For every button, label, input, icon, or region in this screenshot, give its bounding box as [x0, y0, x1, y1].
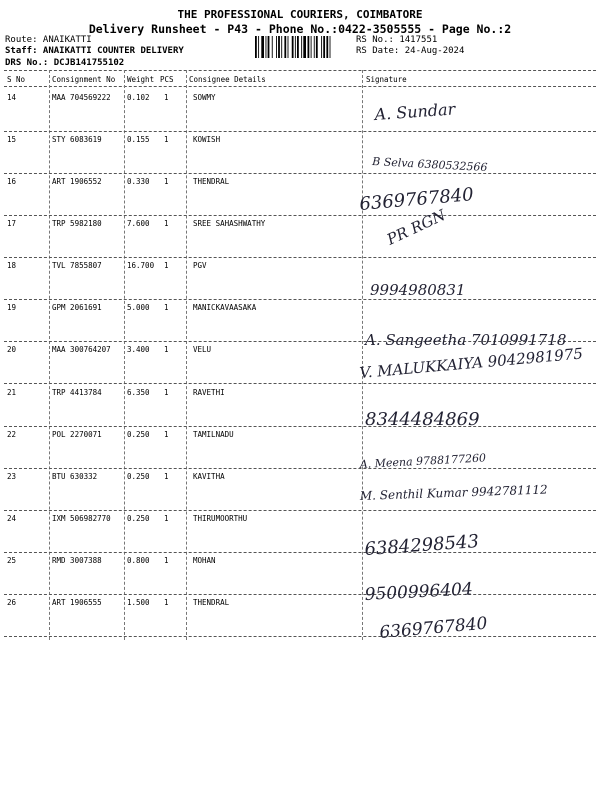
- cell-consignee: MOHAN: [193, 556, 216, 565]
- cell-weight: 0.330: [127, 177, 150, 186]
- cell-sno: 15: [7, 135, 17, 144]
- cell-pcs: 1: [164, 135, 169, 144]
- col-header-consignee: Consignee Details: [189, 75, 266, 84]
- cell-consignee: MANICKAVAASAKA: [193, 303, 257, 312]
- col-header-weight: Weight: [127, 75, 155, 84]
- cell-sno: 26: [7, 598, 17, 607]
- cell-pcs: 1: [164, 430, 169, 439]
- rs-date: RS Date: 24-Aug-2024: [356, 46, 465, 56]
- handwritten-signature: 9994980831: [370, 281, 466, 299]
- handwritten-signature: M. Senthil Kumar 9942781112: [359, 482, 548, 503]
- cell-pcs: 1: [164, 345, 169, 354]
- handwritten-signature: 9500996404: [364, 579, 474, 605]
- cell-consignee: RAVETHI: [193, 388, 225, 397]
- cell-pcs: 1: [164, 261, 169, 270]
- cell-weight: 0.102: [127, 93, 150, 102]
- cell-pcs: 1: [164, 303, 169, 312]
- cell-pcs: 1: [164, 93, 169, 102]
- handwritten-signature: A. Meena 9788177260: [359, 451, 487, 471]
- cell-consignment: POL 2270071: [52, 430, 102, 439]
- handwritten-signature: A. Sundar: [373, 99, 456, 124]
- handwritten-signature: 8344484869: [365, 409, 480, 430]
- cell-sno: 24: [7, 514, 17, 523]
- cell-weight: 0.250: [127, 430, 150, 439]
- rs-number: RS No.: 1417551: [356, 35, 438, 45]
- cell-sno: 18: [7, 261, 17, 270]
- cell-sno: 16: [7, 177, 17, 186]
- cell-weight: 5.000: [127, 303, 150, 312]
- cell-consignee: THENDRAL: [193, 598, 230, 607]
- staff-label: Staff: ANAIKATTI COUNTER DELIVERY: [5, 46, 184, 56]
- handwritten-signature: A. Sangeetha 7010991718: [365, 331, 567, 349]
- cell-consignment: ART 1906552: [52, 177, 102, 186]
- document-title: THE PROFESSIONAL COURIERS, COIMBATORE: [177, 8, 423, 21]
- handwritten-signature: 6369767840: [378, 613, 489, 643]
- cell-consignee: THIRUMOORTHU: [193, 514, 248, 523]
- cell-pcs: 1: [164, 219, 169, 228]
- col-header-consignment: Consignment No: [52, 75, 116, 84]
- handwritten-signature: B Selva 6380532566: [371, 155, 488, 175]
- handwritten-signature: 6369767840: [358, 184, 475, 215]
- cell-consignment: IXM 506982770: [52, 514, 111, 523]
- cell-consignment: TRP 5982180: [52, 219, 102, 228]
- cell-weight: 1.500: [127, 598, 150, 607]
- cell-consignee: SOWMY: [193, 93, 216, 102]
- cell-weight: 6.350: [127, 388, 150, 397]
- col-header-pcs: PCS: [160, 75, 174, 84]
- route-label: Route: ANAIKATTI: [5, 35, 92, 45]
- cell-weight: 3.400: [127, 345, 150, 354]
- cell-sno: 20: [7, 345, 17, 354]
- cell-consignment: TVL 7855807: [52, 261, 102, 270]
- cell-pcs: 1: [164, 472, 169, 481]
- cell-sno: 14: [7, 93, 17, 102]
- cell-pcs: 1: [164, 388, 169, 397]
- cell-pcs: 1: [164, 177, 169, 186]
- cell-consignment: GPM 2061691: [52, 303, 102, 312]
- cell-weight: 16.700: [127, 261, 155, 270]
- handwritten-signature: 6384298543: [363, 531, 480, 560]
- cell-weight: 0.155: [127, 135, 150, 144]
- cell-consignment: TRP 4413784: [52, 388, 102, 397]
- cell-sno: 22: [7, 430, 17, 439]
- drs-number: DRS No.: DCJB141755102: [5, 58, 125, 68]
- cell-consignee: PGV: [193, 261, 207, 270]
- cell-consignee: SREE SAHASHWATHY: [193, 219, 266, 228]
- cell-sno: 25: [7, 556, 17, 565]
- cell-sno: 21: [7, 388, 17, 397]
- handwritten-signature: V. MALUKKAIYA 9042981975: [358, 344, 584, 382]
- cell-pcs: 1: [164, 598, 169, 607]
- cell-sno: 17: [7, 219, 17, 228]
- cell-consignee: TAMILNADU: [193, 430, 234, 439]
- col-header-signature: Signature: [366, 75, 407, 84]
- cell-consignment: RMD 3007388: [52, 556, 102, 565]
- cell-weight: 7.600: [127, 219, 150, 228]
- cell-consignment: STY 6083619: [52, 135, 102, 144]
- cell-consignee: VELU: [193, 345, 212, 354]
- cell-pcs: 1: [164, 556, 169, 565]
- col-header-sno: S No: [7, 75, 26, 84]
- cell-consignment: MAA 300764207: [52, 345, 111, 354]
- handwritten-signature: PR RGN: [384, 205, 449, 249]
- cell-weight: 0.250: [127, 472, 150, 481]
- cell-consignment: ART 1906555: [52, 598, 102, 607]
- cell-weight: 0.250: [127, 514, 150, 523]
- cell-consignment: BTU 630332: [52, 472, 98, 481]
- cell-consignee: THENDRAL: [193, 177, 230, 186]
- cell-weight: 0.800: [127, 556, 150, 565]
- cell-consignee: KAVITHA: [193, 472, 225, 481]
- cell-sno: 23: [7, 472, 17, 481]
- document-subtitle: Delivery Runsheet - P43 - Phone No.:0422-3505555 - Page No.:2: [88, 22, 512, 36]
- cell-pcs: 1: [164, 514, 169, 523]
- cell-consignee: KOWISH: [193, 135, 221, 144]
- cell-sno: 19: [7, 303, 17, 312]
- cell-consignment: MAA 704569222: [52, 93, 111, 102]
